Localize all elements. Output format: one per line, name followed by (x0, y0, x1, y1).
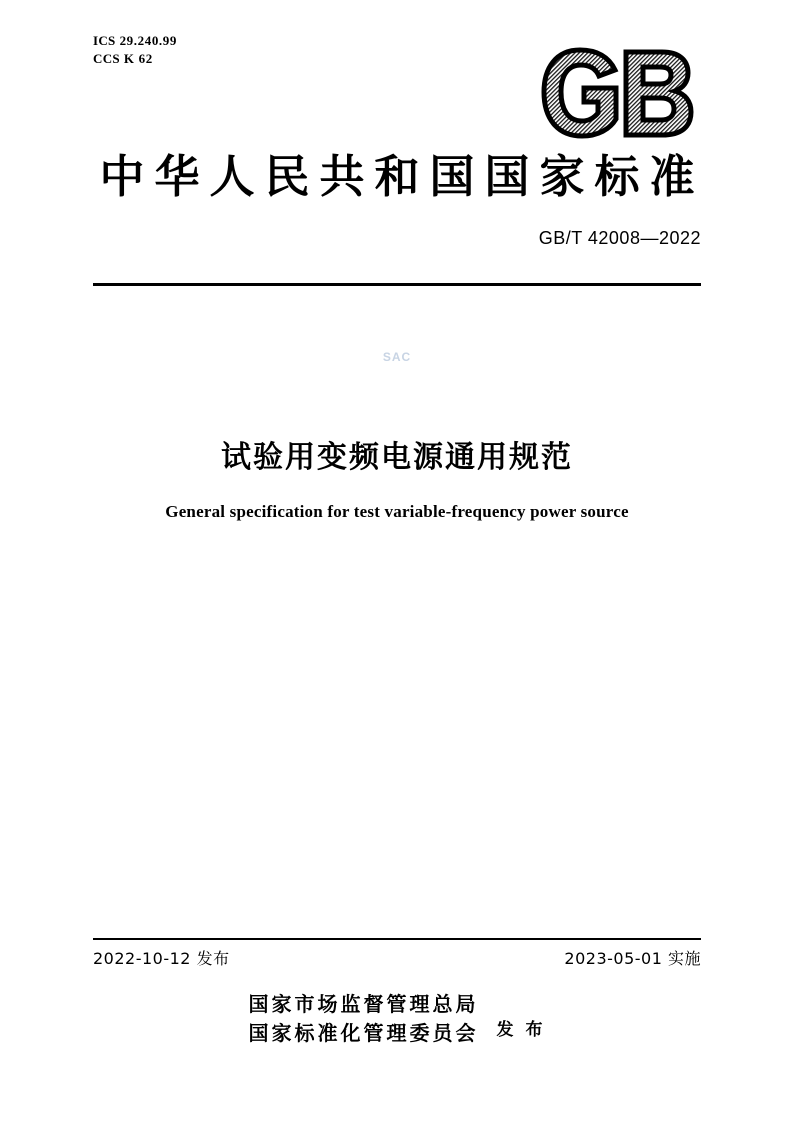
publisher-block (0, 990, 794, 1048)
ics-line (93, 32, 177, 50)
gb-national-standard-emblem-icon (536, 40, 706, 145)
national-standard-heading: 中华人民共和国国家标准 (99, 150, 705, 203)
ccs-class: K (123, 50, 135, 66)
issue-date: 2022-10-12 发布 (93, 949, 230, 968)
document-title-cn: 试验用变频电源通用规范 (221, 440, 573, 475)
ics-value: 29.240.99 (119, 33, 177, 48)
ccs-value: 62 (138, 50, 153, 66)
classification-block (93, 32, 177, 67)
publisher-line-1: 国家市场监督管理总局 (248, 992, 479, 1016)
publisher-verb: 发 布 (496, 1019, 546, 1040)
standard-number: GB/T 42008—2022 (538, 228, 701, 248)
effective-date: 2023-05-01 实施 (564, 949, 701, 968)
divider-top (93, 283, 701, 286)
ccs-label: CCS (93, 50, 120, 66)
publisher-names (249, 990, 479, 1048)
ccs-line (93, 50, 177, 68)
sac-watermark: SAC (382, 350, 412, 364)
publisher-line-2: 国家标准化管理委员会 (248, 1021, 479, 1045)
ics-label: ICS (93, 33, 116, 48)
document-title-en: General specification for test variable-frequency power source (165, 502, 629, 521)
divider-bottom (93, 938, 701, 940)
